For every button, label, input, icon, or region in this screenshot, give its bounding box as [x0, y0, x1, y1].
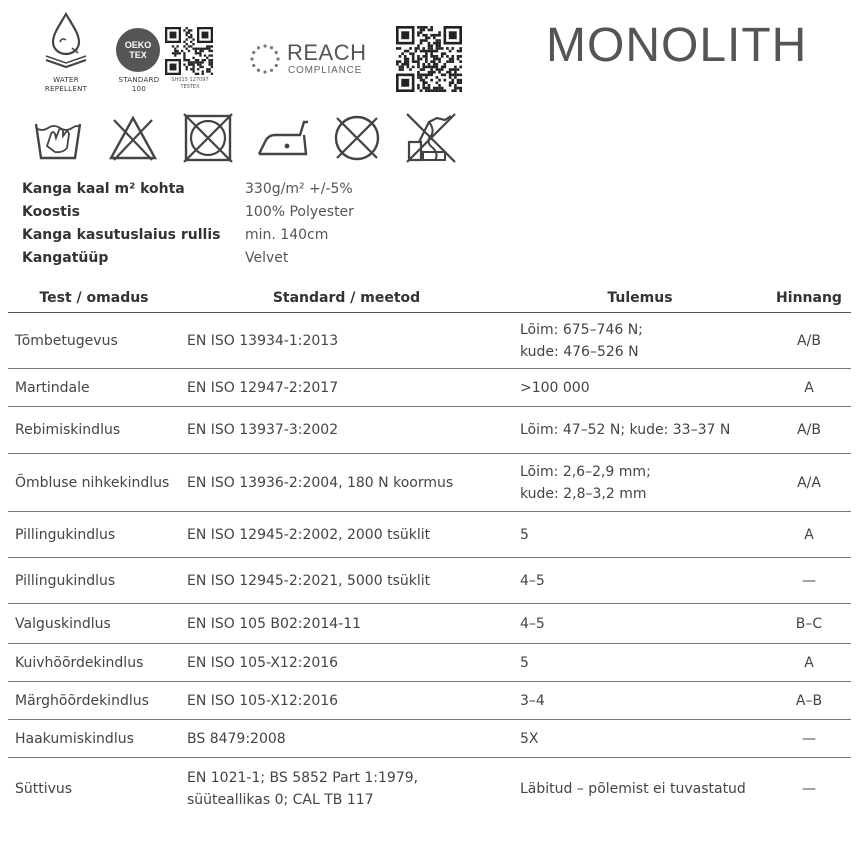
- oeko-tex-logo-line2: TEX: [129, 50, 147, 60]
- spec-value: Velvet: [245, 250, 289, 266]
- cell-test: Kuivhõõrdekindlus: [8, 644, 180, 682]
- spec-label: Kangatüüp: [22, 250, 109, 266]
- cell-test: Süttivus: [15, 780, 73, 797]
- cell-grade: B–C: [767, 604, 851, 644]
- oeko-tex-standard-line2: 100: [131, 85, 147, 93]
- header-standard: Standard / meetod: [180, 284, 513, 313]
- oeko-tex-standard-line1: STANDARD: [118, 76, 160, 84]
- result-line: kude: 476–526 N: [520, 343, 639, 360]
- cell-grade: A/B: [767, 407, 851, 454]
- spec-value: min. 140cm: [245, 227, 329, 243]
- hand-wash-icon: [33, 116, 83, 162]
- cell-grade: A/B: [767, 313, 851, 369]
- table-row: [8, 758, 851, 820]
- spec-row: [22, 250, 108, 266]
- cell-standard: EN ISO 12945-2:2002, 2000 tsüklit: [180, 512, 513, 558]
- cell-grade: —: [767, 558, 851, 604]
- table-row: [8, 512, 851, 558]
- spec-label: Kanga kaal m² kohta: [22, 181, 185, 197]
- cell-test: Märghõõrdekindlus: [8, 682, 180, 720]
- cell-standard: EN ISO 13936-2:2004, 180 N koormus: [180, 454, 513, 512]
- reach-subtitle: COMPLIANCE: [288, 65, 363, 76]
- cell-result: 4–5: [513, 558, 767, 604]
- cell-test: Tõmbetugevus: [8, 313, 180, 369]
- cell-result: Lõim: 47–52 N; kude: 33–37 N: [513, 407, 767, 454]
- cell-test: Haakumiskindlus: [8, 720, 180, 758]
- standard-line: EN 1021-1; BS 5852 Part 1:1979,: [187, 769, 419, 786]
- cell-result: [513, 313, 767, 369]
- header-test: Test / omadus: [8, 284, 180, 313]
- standard-line: süüteallikas 0; CAL TB 117: [187, 791, 374, 808]
- table-row: [8, 407, 851, 454]
- reach-badge: [248, 40, 372, 80]
- cell-result: 5X: [513, 720, 767, 758]
- cell-grade: —: [802, 780, 816, 797]
- table-header-row: [8, 284, 851, 313]
- product-title: MONOLITH: [546, 19, 808, 72]
- cell-result: Läbitud – põlemist ei tuvastatud: [520, 780, 746, 797]
- cell-grade: A–B: [767, 682, 851, 720]
- reach-stars-icon: [248, 42, 282, 80]
- spec-label: Kanga kasutuslaius rullis: [22, 227, 221, 243]
- cell-grade: A/A: [767, 454, 851, 512]
- spec-row: [22, 227, 220, 243]
- cell-grade: A: [767, 512, 851, 558]
- table-row: [8, 558, 851, 604]
- table-row: [8, 369, 851, 407]
- cell-test: Rebimiskindlus: [8, 407, 180, 454]
- cell-standard: EN ISO 105-X12:2016: [180, 644, 513, 682]
- cell-result: 5: [513, 644, 767, 682]
- cell-grade: —: [767, 720, 851, 758]
- table-row: [8, 454, 851, 512]
- cell-test: Valguskindlus: [8, 604, 180, 644]
- qr-code-icon: [396, 26, 462, 96]
- header-result: Tulemus: [513, 284, 767, 313]
- oeko-tex-badge: [113, 24, 217, 94]
- table-row: [8, 604, 851, 644]
- cell-test: Pillingukindlus: [8, 558, 180, 604]
- cell-result: 5: [513, 512, 767, 558]
- cell-standard: EN ISO 105-X12:2016: [180, 682, 513, 720]
- cell-grade: A: [767, 644, 851, 682]
- no-wring-icon: [405, 112, 457, 164]
- cell-standard: EN ISO 13934-1:2013: [180, 313, 513, 369]
- cell-standard: BS 8479:2008: [180, 720, 513, 758]
- cell-test: Õmbluse nihkekindlus: [8, 454, 180, 512]
- spec-label: Koostis: [22, 204, 80, 220]
- oeko-tex-institute: TESTEX: [180, 84, 200, 90]
- water-repellent-badge: [34, 12, 98, 94]
- cell-standard: EN ISO 12945-2:2021, 5000 tsüklit: [180, 558, 513, 604]
- oeko-tex-qr-icon: [165, 27, 213, 79]
- cell-standard: [180, 758, 513, 820]
- result-line: kude: 2,8–3,2 mm: [520, 485, 647, 502]
- header-grade: Hinnang: [767, 284, 851, 313]
- cell-test: Pillingukindlus: [8, 512, 180, 558]
- table-row: [8, 682, 851, 720]
- spec-row: [22, 204, 80, 220]
- spec-value: 100% Polyester: [245, 204, 354, 220]
- table-row: [8, 644, 851, 682]
- cell-result: 4–5: [513, 604, 767, 644]
- spec-value: 330g/m² +/-5%: [245, 181, 353, 197]
- water-repellent-line2: REPELLENT: [44, 85, 88, 93]
- table-row: [8, 720, 851, 758]
- cell-standard: EN ISO 13937-3:2002: [180, 407, 513, 454]
- cell-test: Martindale: [8, 369, 180, 407]
- oeko-tex-logo: [116, 28, 160, 72]
- water-repellent-line1: WATER: [53, 76, 79, 84]
- oeko-tex-code: SH015 127097: [171, 77, 209, 83]
- table-row: [8, 313, 851, 369]
- test-results-table: [8, 284, 851, 820]
- cell-result: [513, 454, 767, 512]
- iron-low-icon: [256, 118, 310, 160]
- no-tumble-dry-icon: [182, 112, 234, 164]
- cell-standard: EN ISO 105 B02:2014-11: [180, 604, 513, 644]
- no-dry-clean-icon: [332, 113, 382, 163]
- water-drop-icon: [42, 12, 90, 70]
- cell-standard: EN ISO 12947-2:2017: [180, 369, 513, 407]
- no-bleach-icon: [108, 114, 158, 162]
- cell-grade: A: [767, 369, 851, 407]
- reach-title: REACH: [287, 40, 367, 65]
- cell-result: 3–4: [513, 682, 767, 720]
- result-line: Lõim: 2,6–2,9 mm;: [520, 463, 651, 480]
- cell-result: >100 000: [513, 369, 767, 407]
- oeko-tex-logo-line1: OEKO: [124, 40, 152, 50]
- spec-row: [22, 181, 185, 197]
- result-line: Lõim: 675–746 N;: [520, 321, 643, 338]
